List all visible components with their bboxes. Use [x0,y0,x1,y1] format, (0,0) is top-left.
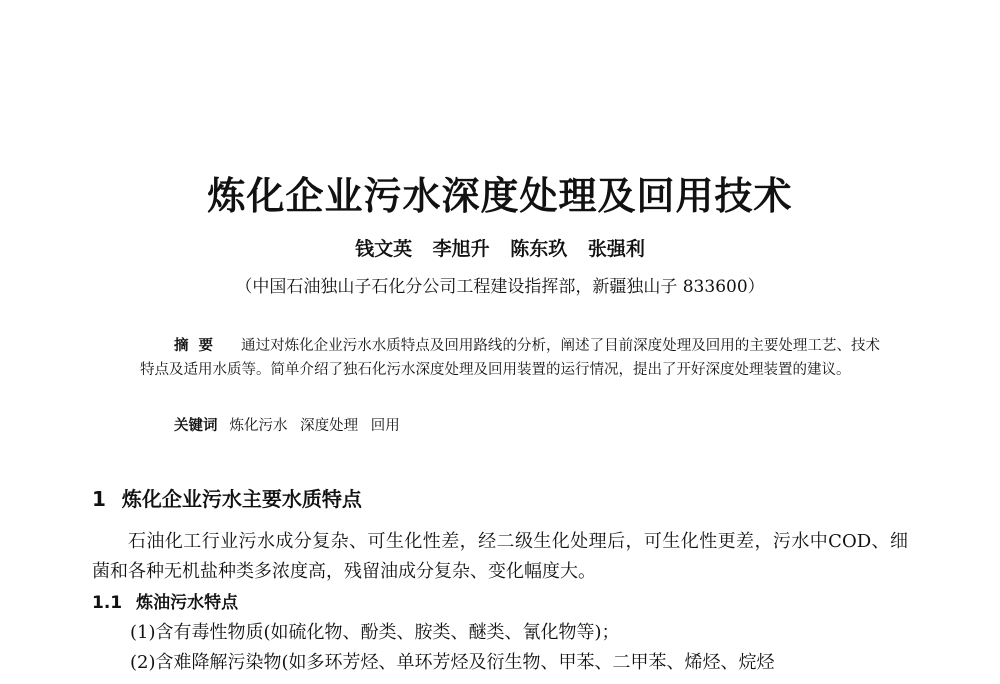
section-number: 1 [92,487,106,511]
keywords [174,414,400,438]
subsection-number: 1.1 [92,593,123,613]
paper-title: 炼化企业污水深度处理及回用技术 [207,174,793,218]
subsection-heading [92,590,238,616]
keywords-label: 关键词 [174,418,218,434]
subsection-title: 炼油污水特点 [136,593,239,613]
author-list: 钱文英 李旭升 陈东玖 张强利 [355,238,645,260]
keywords-text: 炼化污水 深度处理 回用 [229,418,400,434]
section-title: 炼化企业污水主要水质特点 [121,487,362,511]
abstract [140,334,880,382]
abstract-text: 通过对炼化企业污水水质特点及回用路线的分析，阐述了目前深度处理及回用的主要处理工艺、技术特点及适用水质等。简单介绍了独石化污水深度处理及回用装置的运行情况，提出了开好深度处理装置的建议。 [140,338,880,378]
list-item: (1)含有毒性物质(如硫化物、酚类、胺类、醚类、氰化物等)； [130,622,620,643]
author-affiliation: （中国石油独山子石化分公司工程建设指挥部，新疆独山子 833600） [235,277,765,297]
abstract-label: 摘要 [174,338,224,354]
list-item: (2)含难降解污染物(如多环芳烃、单环芳烃及衍生物、甲苯、二甲苯、烯烃、烷烃 [130,652,775,673]
body-paragraph: 石油化工行业污水成分复杂、可生化性差，经二级生化处理后，可生化性更差，污水中COD、细菌和各种无机盐种类多浓度高，残留油成分复杂、变化幅度大。 [92,531,908,582]
section-heading [92,484,362,514]
